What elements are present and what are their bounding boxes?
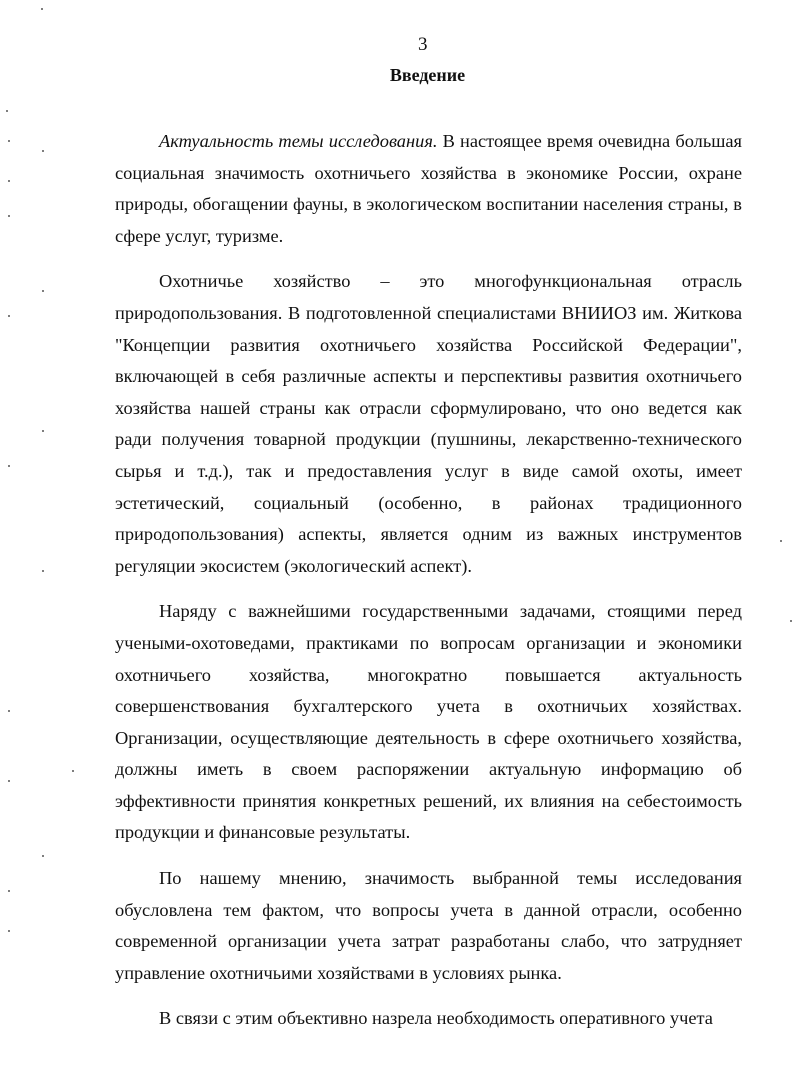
scan-speck [8,140,10,142]
scan-speck [780,540,782,542]
page-heading: Введение [389,65,466,85]
scan-speck [42,855,44,857]
scan-speck [8,710,10,712]
page-number: 3 [418,34,428,55]
scan-speck [8,930,10,932]
paragraph-1 [115,126,742,252]
scan-speck [8,780,10,782]
scan-speck [790,620,792,622]
scan-speck [8,890,10,892]
paragraph-5: В связи с этим объективно назрела необходимость оперативного учета [159,1008,713,1029]
scan-speck [42,430,44,432]
scan-speck [42,150,44,152]
paragraph-3: Наряду с важнейшими государственными задачами, стоящими перед учеными-охотоведами, практиками по вопросам организации и экономики охотничьего хозяйства, многократно повышается актуальность совершенствования бухгалтерского учета в охотничьих хозяйствах. Организации, осуществляющие деятельность в сфере охотничьего хозяйства, должны иметь в своем распоряжении актуальную информацию об эффективности принятия конкретных решений, их влияния на себестоимость продукции и финансовые результаты. [115,601,742,843]
paragraph-1-text: В настоящее время очевидна большая социальная значимость охотничьего хозяйства в экономике России, охране природы, обогащении фауны, в экологическом воспитании населения страны, в сфере услуг, туризме. [115,131,742,246]
paragraph-4: По нашему мнению, значимость выбранной темы исследования обусловлена тем фактом, что вопросы учета в данной отрасли, особенно современной организации учета затрат разработаны слабо, что затрудняет управление охотничьими хозяйствами в условиях рынка. [115,868,742,983]
scan-speck [8,465,10,467]
scan-speck [42,570,44,572]
scan-speck [8,215,10,217]
paragraph-1-lead: Актуальность темы исследования. [159,131,438,151]
scan-speck [8,315,10,317]
scan-speck [72,770,74,772]
scan-speck [41,8,43,10]
document-body [115,126,742,1049]
scan-speck [6,110,8,112]
paragraph-2: Охотничье хозяйство – это многофункциональная отрасль природопользования. В подготовленной специалистами ВНИИОЗ им. Житкова "Концепции развития охотничьего хозяйства Российской Федерации", включающей в себя различные аспекты и перспективы развития охотничьего хозяйства нашей страны как отрасли сформулировано, что оно ведется как ради получения товарной продукции (пушнины, лекарственно-технического сырья и т.д.), так и предоставления услуг в виде самой охоты, имеет эстетический, социальный (особенно, в районах традиционного природопользования) аспекты, является одним из важных инструментов регуляции экосистем (экологический аспект). [115,271,742,576]
scan-speck [42,290,44,292]
scan-speck [8,180,10,182]
